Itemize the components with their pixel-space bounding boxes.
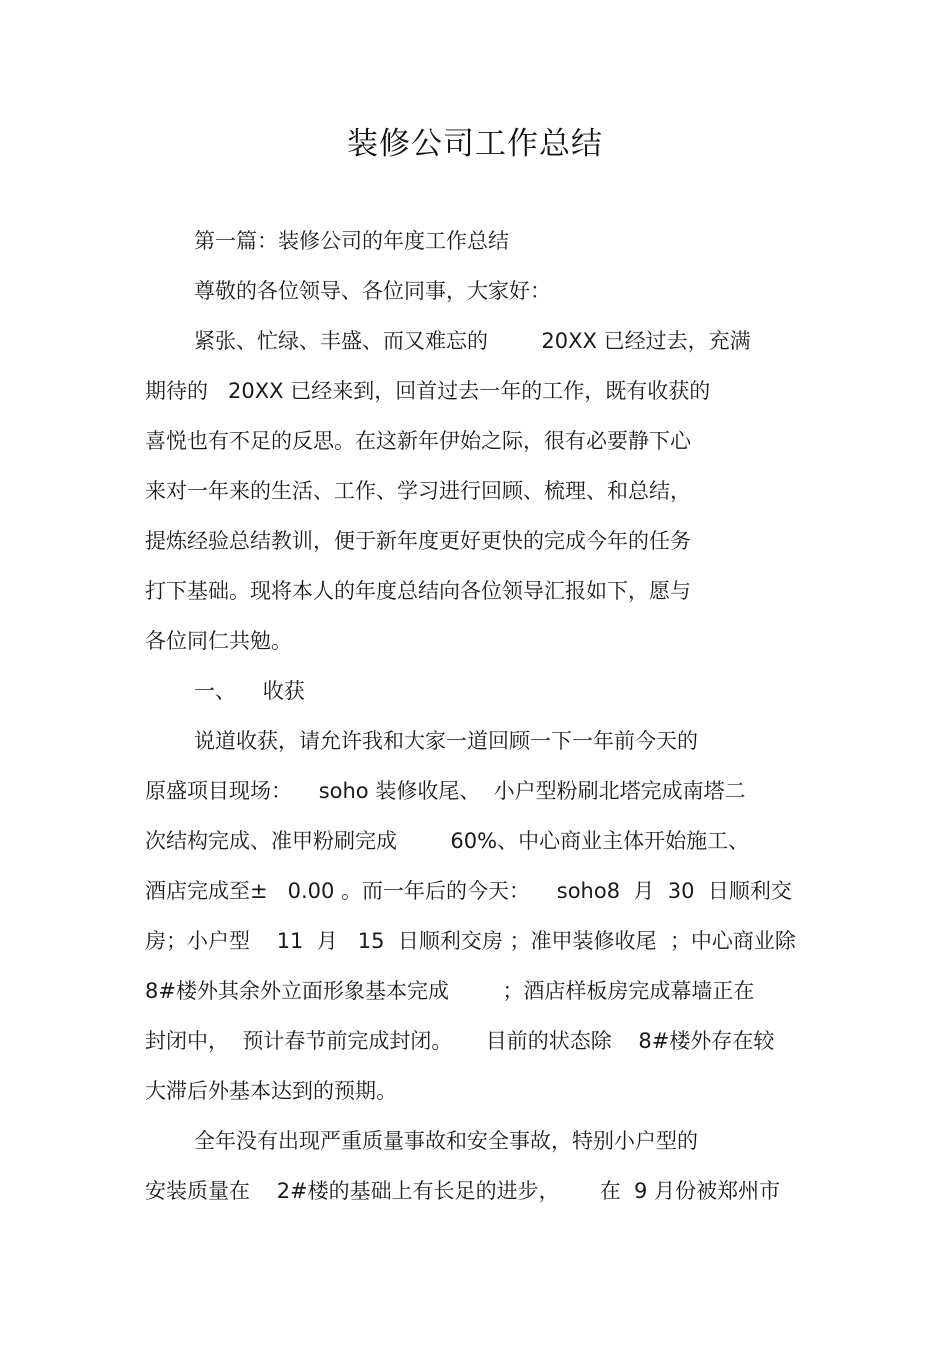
- document-title: 装修公司工作总结: [347, 126, 603, 162]
- paragraph-line: 期待的 20XX 已经来到，回首过去一年的工作，既有收获的: [145, 379, 711, 403]
- paragraph-line: 各位同仁共勉。: [145, 629, 292, 653]
- paragraph-line: 来对一年来的生活、工作、学习进行回顾、梳理、和总结，: [145, 479, 691, 503]
- paragraph-line: 提炼经验总结教训，便于新年度更好更快的完成今年的任务: [145, 529, 691, 553]
- paragraph-line: 安装质量在 2#楼的基础上有长足的进步， 在 9 月份被郑州市: [145, 1179, 781, 1203]
- paragraph-line: 尊敬的各位领导、各位同事，大家好：: [194, 279, 551, 303]
- paragraph-line: 打下基础。现将本人的年度总结向各位领导汇报如下，愿与: [145, 579, 691, 603]
- paragraph-line: 第一篇：装修公司的年度工作总结: [194, 229, 509, 253]
- paragraph-line: 全年没有出现严重质量事故和安全事故，特别小户型的: [194, 1129, 698, 1153]
- section-heading: 一、 收获: [194, 679, 305, 703]
- paragraph-line: 房；小户型 11 月 15 日顺利交房 ；准甲装修收尾 ；中心商业除: [145, 929, 796, 953]
- paragraph-line: 次结构完成、准甲粉刷完成 60%、中心商业主体开始施工、: [145, 829, 750, 853]
- paragraph-line: 大滞后外基本达到的预期。: [145, 1079, 397, 1103]
- paragraph-line: 说道收获，请允许我和大家一道回顾一下一年前今天的: [194, 729, 698, 753]
- paragraph-line: 8#楼外其余外立面形象基本完成 ；酒店样板房完成幕墙正在: [145, 979, 755, 1003]
- paragraph-line: 封闭中， 预计春节前完成封闭。 目前的状态除 8#楼外存在较: [145, 1029, 775, 1053]
- paragraph-line: 原盛项目现场： soho 装修收尾、 小户型粉刷北塔完成南塔二: [145, 779, 746, 803]
- paragraph-line: 酒店完成至± 0.00 。而一年后的今天： soho8 月 30 日顺利交: [145, 879, 792, 903]
- paragraph-line: 喜悦也有不足的反思。在这新年伊始之际，很有必要静下心: [145, 429, 691, 453]
- paragraph-line: 紧张、忙绿、丰盛、而又难忘的 20XX 已经过去，充满: [194, 329, 751, 353]
